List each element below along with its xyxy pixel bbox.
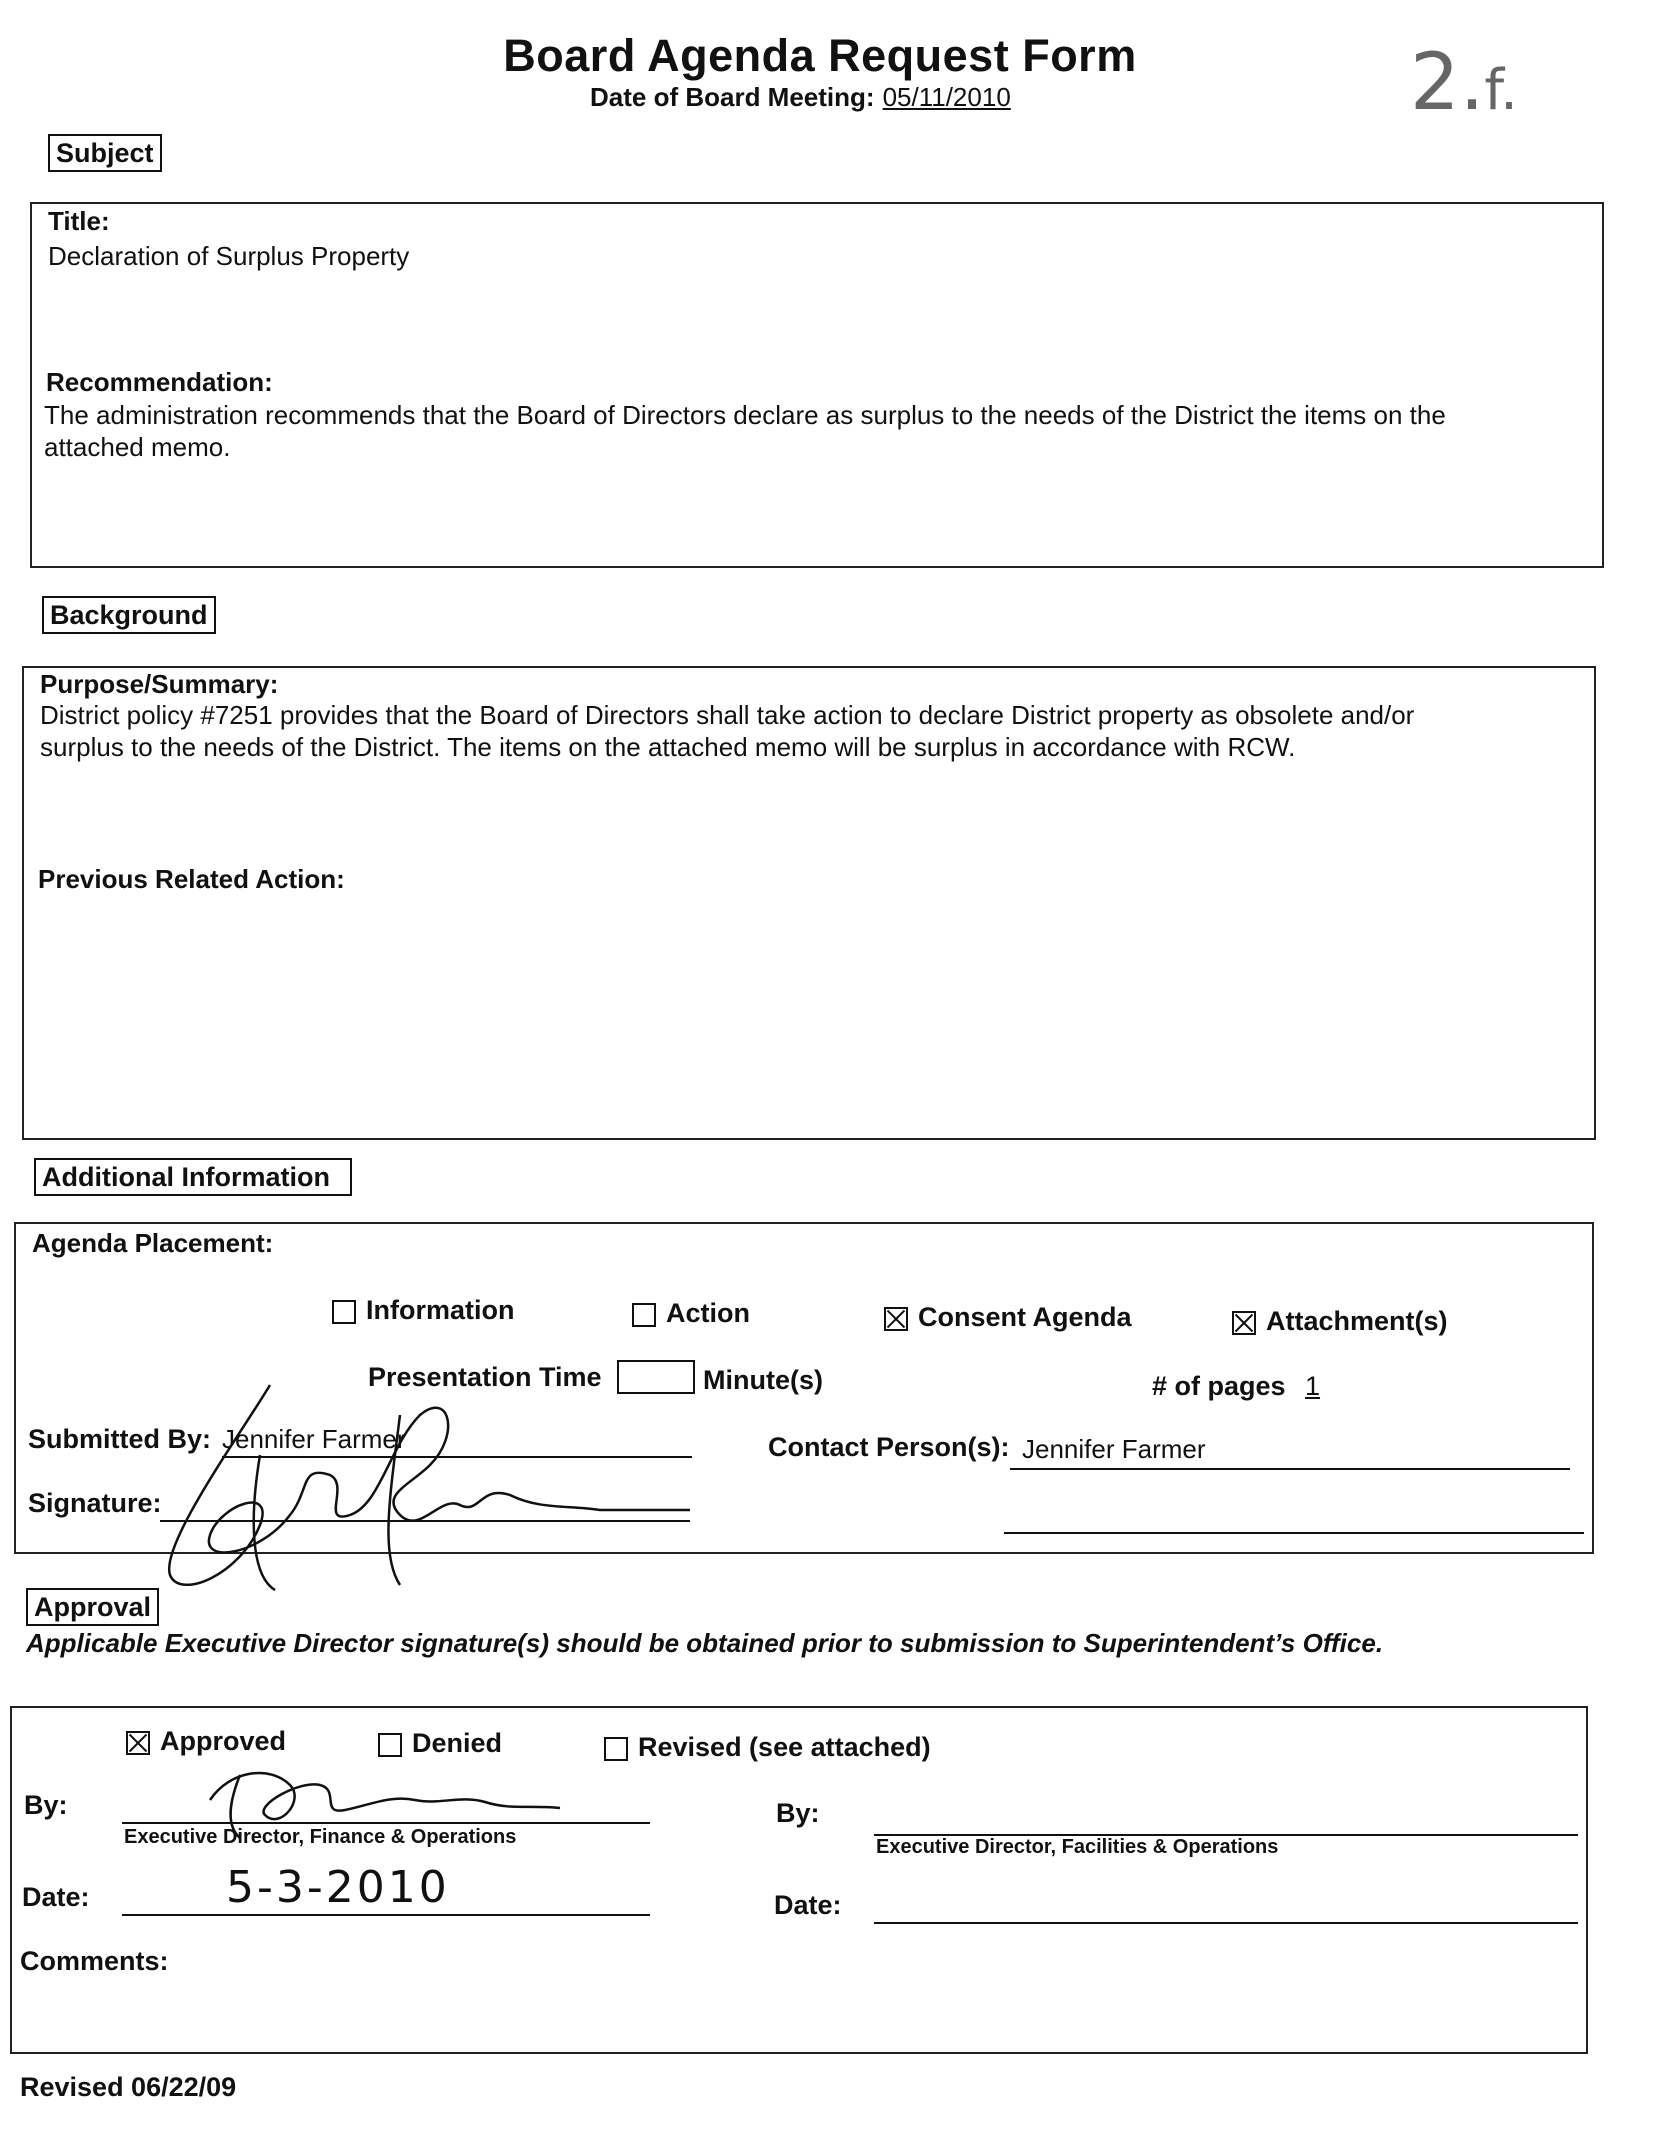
attachments-option-label: Attachment(s)	[1266, 1306, 1448, 1336]
consent-agenda-option[interactable]	[884, 1302, 1132, 1333]
left-approver-title: Executive Director, Finance & Operations	[124, 1826, 517, 1848]
revised-option[interactable]	[604, 1732, 931, 1763]
right-approver-title: Executive Director, Facilities & Operations	[876, 1836, 1279, 1858]
signature-label: Signature:	[28, 1488, 162, 1518]
stamp-suffix: f.	[1484, 58, 1518, 123]
minutes-label: Minute(s)	[703, 1365, 823, 1395]
action-option[interactable]	[632, 1298, 750, 1329]
consent-agenda-checkbox[interactable]	[884, 1307, 908, 1331]
purpose-line-2: surplus to the needs of the District. The items on the attached memo will be surplus in accordance with RCW.	[40, 732, 1296, 762]
pages-value: 1	[1305, 1371, 1321, 1401]
submitter-signature	[100, 1375, 700, 1605]
title-value: Declaration of Surplus Property	[48, 241, 410, 271]
meeting-date-value: 05/11/2010	[882, 82, 1011, 112]
second-contact-line	[1004, 1532, 1584, 1534]
comments-label: Comments:	[20, 1946, 169, 1976]
denied-option[interactable]	[378, 1728, 502, 1759]
background-section-header: Background	[42, 596, 216, 634]
purpose-line-1: District policy #7251 provides that the Board of Directors shall take action to declare District property as obsolete and/or	[40, 700, 1415, 730]
consent-agenda-option-label: Consent Agenda	[918, 1302, 1132, 1332]
information-option-label: Information	[366, 1295, 515, 1325]
approved-option-label: Approved	[160, 1726, 287, 1756]
attachments-checkbox[interactable]	[1232, 1311, 1256, 1335]
right-by-label: By:	[776, 1798, 820, 1828]
submitted-by-value: Jennifer Farmer	[222, 1424, 406, 1454]
information-checkbox[interactable]	[332, 1300, 356, 1324]
title-label: Title:	[48, 206, 110, 236]
contact-person-value: Jennifer Farmer	[1022, 1434, 1206, 1464]
contact-person-label: Contact Person(s):	[768, 1432, 1010, 1462]
presentation-time-label: Presentation Time	[368, 1362, 602, 1392]
left-date-label: Date:	[22, 1882, 90, 1912]
action-checkbox[interactable]	[632, 1303, 656, 1327]
denied-option-label: Denied	[412, 1728, 503, 1758]
recommendation-label: Recommendation:	[46, 367, 273, 397]
recommendation-line-1: The administration recommends that the Board of Directors declare as surplus to the needs of the District the items on the	[44, 400, 1446, 430]
right-date-label: Date:	[774, 1890, 842, 1920]
approval-note: Applicable Executive Director signature(s) should be obtained prior to submission to Superintendent’s Office.	[26, 1628, 1384, 1658]
form-title: Board Agenda Request Form	[503, 30, 1137, 81]
approval-section-header: Approval	[26, 1588, 159, 1626]
agenda-placement-label: Agenda Placement:	[32, 1228, 274, 1258]
approved-checkbox[interactable]	[126, 1731, 150, 1755]
meeting-date-row	[590, 82, 1011, 113]
pages-label: # of pages	[1152, 1371, 1286, 1401]
revised-option-label: Revised (see attached)	[638, 1732, 931, 1762]
attachments-option[interactable]	[1232, 1306, 1448, 1337]
additional-info-section-header: Additional Information	[34, 1158, 352, 1196]
revised-checkbox[interactable]	[604, 1737, 628, 1761]
action-option-label: Action	[666, 1298, 750, 1328]
left-by-label: By:	[24, 1790, 68, 1820]
left-date-line	[122, 1914, 650, 1916]
approved-option[interactable]	[126, 1726, 286, 1757]
subject-section-header: Subject	[48, 134, 162, 172]
meeting-date-label: Date of Board Meeting:	[590, 82, 875, 112]
information-option[interactable]	[332, 1295, 515, 1326]
contact-person-line	[1010, 1468, 1570, 1470]
stamp-number: 2.	[1410, 38, 1485, 128]
revised-date-footer: Revised 06/22/09	[20, 2072, 237, 2102]
recommendation-line-2: attached memo.	[44, 432, 231, 462]
right-date-line	[874, 1922, 1578, 1924]
previous-action-label: Previous Related Action:	[38, 864, 345, 894]
left-date-value: 5-3-2010	[226, 1862, 450, 1913]
agenda-item-stamp	[1410, 38, 1518, 128]
denied-checkbox[interactable]	[378, 1733, 402, 1757]
submitted-by-label: Submitted By:	[28, 1424, 212, 1454]
approver-signature	[170, 1760, 570, 1840]
purpose-label: Purpose/Summary:	[40, 669, 279, 699]
